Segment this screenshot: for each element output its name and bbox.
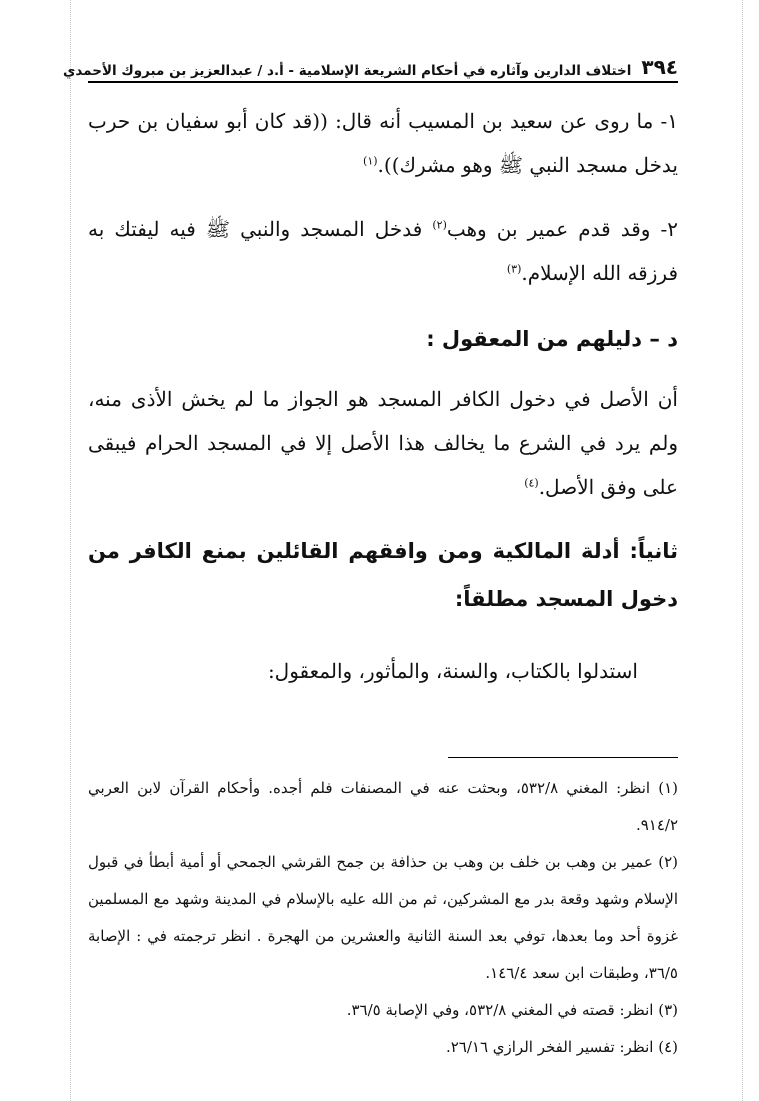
evidence-item-1: ١- ما روى عن سعيد بن المسيب أنه قال: ((قد كان أبو سفيان بن حرب يدخل مسجد النبي ﷺ وهو مشرك)).$^{(١)}$ (88, 109, 678, 177)
page-number: ٣٩٤ (641, 55, 678, 79)
running-title: اختلاف الدارين وآثاره في أحكام الشريعة الإسلامية - أ.د / عبدالعزيز بن مبروك الأحمدي (63, 63, 632, 79)
evidence-item-2: ٢- وقد قدم عمير بن وهب$^{(٢)}$ فدخل المسجد والنبي ﷺ فيه ليفتك به فرزقه الله الإسلام.$^{(٣)}$ (88, 217, 678, 285)
book-page (63, 55, 678, 1066)
running-header (63, 55, 678, 83)
reason-heading: د – دليلهم من المعقول : (426, 327, 678, 351)
footnotes (88, 770, 678, 1066)
footnote-4: (٤) انظر: تفسير الفخر الرازي ٢٦/١٦. (445, 1038, 678, 1056)
footnote-2: (٢) عمير بن وهب بن خلف بن وهب بن حذافة بن جمح القرشي الجمحي أو أمية أبطأ في قبول الإسلام وشهد وقعة بدر مع المشركين، ثم من الله عليه بالإسلام في المدينة وشهد مع المسلمين غزوة أحد وما بعدها، توفي بعد السنة الثانية والعشرين من الهجرة . انظر ترجمته في : الإصابة ٣٦/٥، وطبقات ابن سعد ١٤٦/٤. (88, 853, 678, 982)
scan-edge-left (70, 0, 71, 1101)
footnote-ref-4: (٤) (524, 476, 539, 490)
footnote-ref-3: (٣) (506, 262, 522, 276)
section-heading: ثانياً: أدلة المالكية ومن وافقهم القائلين بمنع الكافر من دخول المسجد مطلقاً: (88, 539, 678, 611)
reason-paragraph: أن الأصل في دخول الكافر المسجد هو الجواز ما لم يخش الأذى منه، ولم يرد في الشرع ما يخالف هذا الأصل إلا في المسجد الحرام فيبقى على وفق الأصل.$^{(٤)}$ (88, 387, 678, 499)
footnote-ref-2: (٢) (432, 218, 447, 232)
footnote-1: (١) انظر: المغني ٥٣٢/٨، وبحثت عنه في المصنفات فلم أجده. وأحكام القرآن لابن العربي ٩١٤/٢. (88, 779, 678, 834)
footnote-3: (٣) انظر: قصته في المغني ٥٣٢/٨، وفي الإصابة ٣٦/٥. (346, 1001, 678, 1019)
scan-edge-right (742, 0, 743, 1101)
intro-paragraph: استدلوا بالكتاب، والسنة، والمأثور، والمعقول: (267, 659, 638, 683)
footnote-separator (448, 757, 678, 758)
footnote-ref-1: (١) (363, 154, 378, 168)
